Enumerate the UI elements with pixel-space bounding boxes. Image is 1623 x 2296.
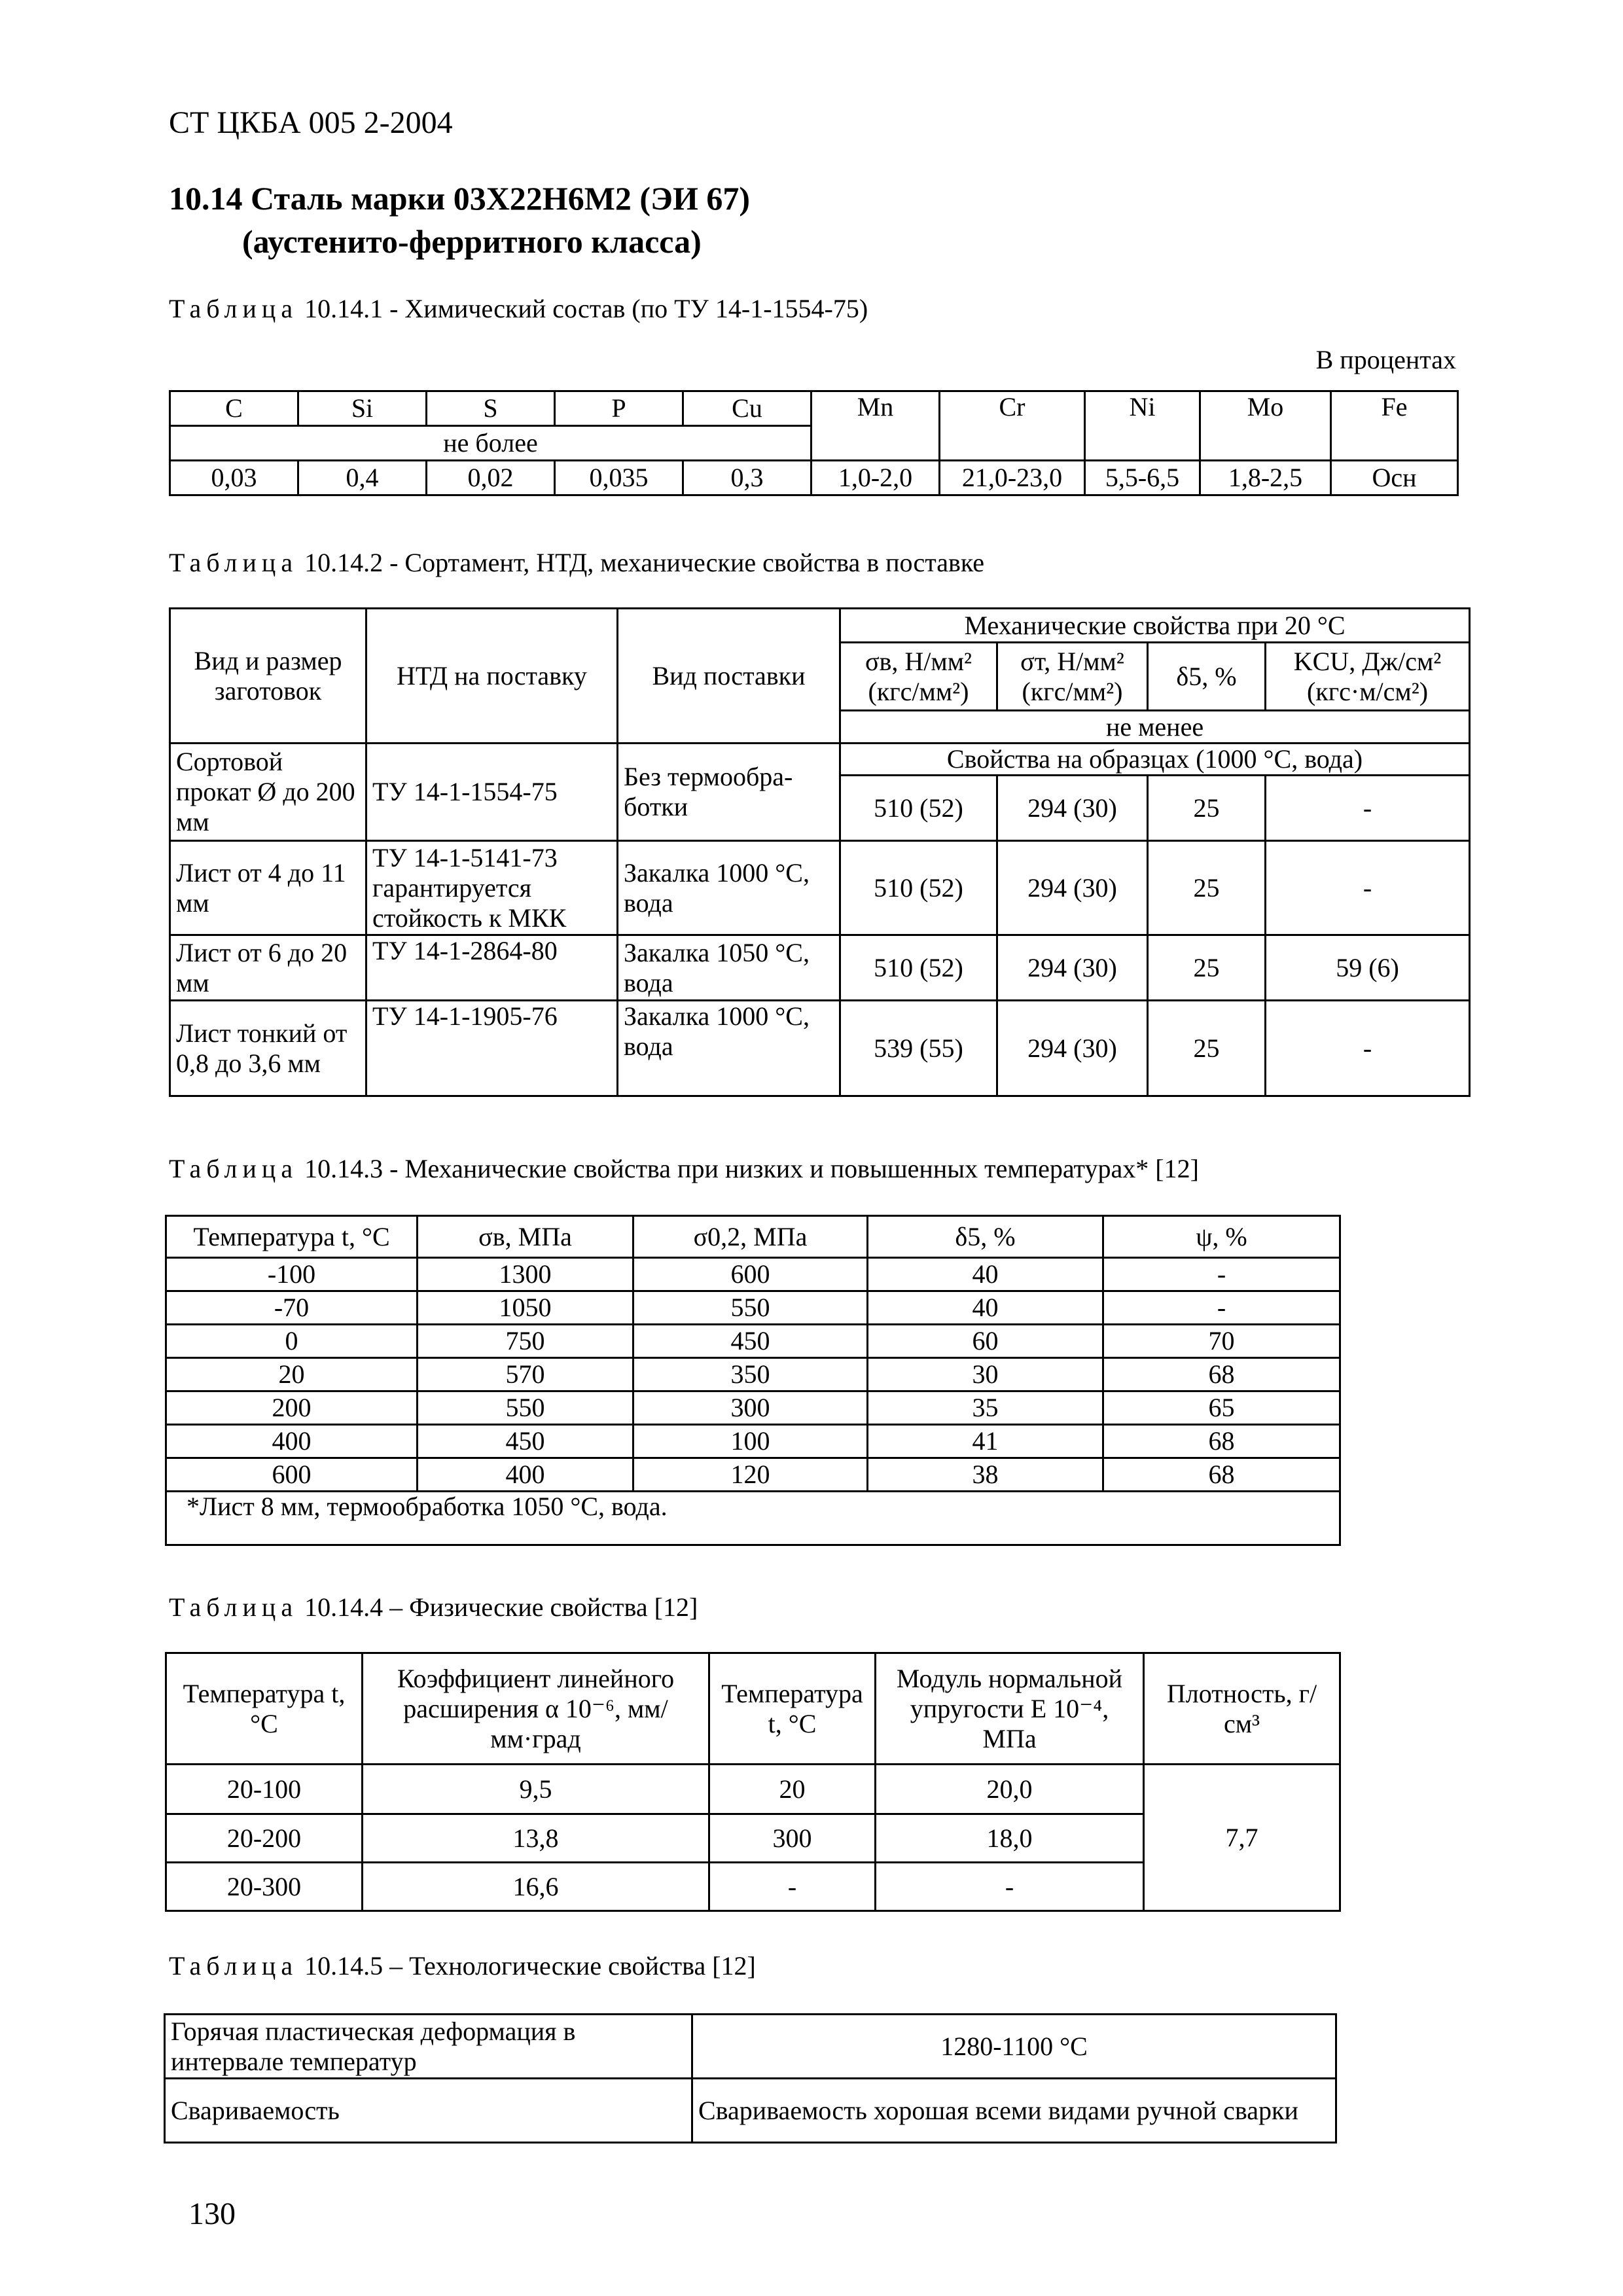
table3-caption-word: Таблица [169,1154,298,1183]
table4-header-cell: Модуль нормальной упругости Е 10⁻⁴, МПа [876,1653,1144,1765]
table3-footnote: *Лист 8 мм, термообработка 1050 °С, вода. [166,1492,1340,1545]
table3-cell: 570 [418,1358,633,1391]
table4-cell: 18,0 [876,1814,1144,1863]
table4-caption-text: 10.14.4 – Физические свойства [12] [304,1592,698,1622]
table1-subheader: не более [170,426,812,461]
table3-cell: 68 [1103,1425,1340,1458]
table1-header-cell: Cu [683,391,812,426]
table3-cell: 35 [868,1391,1103,1425]
table1-value-cell: 1,0-2,0 [812,461,940,495]
table2-header-kcu: KCU, Дж/см² (кгс·м/см²) [1266,643,1470,711]
table3-cell: 65 [1103,1391,1340,1425]
table1-value-cell: 0,03 [170,461,298,495]
table3-cell: 750 [418,1325,633,1358]
table1-header-cell: Fe [1331,391,1458,461]
table2-caption [169,547,984,578]
table4-cell: - [876,1863,1144,1911]
table1-caption-text: 10.14.1 - Химический состав (по ТУ 14-1-1554-75) [304,294,868,323]
table2-delta: 25 [1148,841,1266,935]
table2-row [170,744,1470,776]
table3-cell: 1300 [418,1258,633,1291]
table2-caption-text: 10.14.2 - Сортамент, НТД, механические свойства в поставке [304,548,985,577]
table5-row [165,2015,1336,2079]
table2-delivery: Закалка 1050 °С, вода [618,935,840,1001]
table1-header-cell: Ni [1085,391,1200,461]
table3-cell: 70 [1103,1325,1340,1358]
table3-cell: 600 [633,1258,868,1291]
table2-ntd: ТУ 14-1-5141-73 гарантируется стойкость к МКК [366,841,618,935]
table2-sigma-t: 294 (30) [997,1001,1148,1096]
table3-cell: 550 [418,1391,633,1425]
table2-kcu: 59 (6) [1266,935,1470,1001]
table3-cell: 450 [633,1325,868,1358]
table2-ntd: ТУ 14-1-1554-75 [366,744,618,841]
section-title-line2: (аустенито-ферритного класса) [242,223,702,260]
table2-kind: Лист от 6 до 20 мм [170,935,366,1001]
table1-chemical-composition [169,390,1459,496]
table2-ntd: ТУ 14-1-1905-76 [366,1001,618,1096]
table3-header-cell: σ0,2, МПа [633,1216,868,1258]
table1-header-row [170,391,1458,426]
table2-header-delivery: Вид поставки [618,609,840,744]
table2-kind: Лист от 4 до 11 мм [170,841,366,935]
table4-caption-word: Таблица [169,1592,298,1622]
table3-cell: 400 [418,1458,633,1492]
table1-caption-word: Таблица [169,294,298,323]
table2-row [170,841,1470,935]
table4-cell: 20-100 [166,1765,363,1814]
table1-caption [169,293,868,324]
table4-cell: 300 [709,1814,876,1863]
table1-header-cell: Mo [1200,391,1331,461]
table1-value-cell: 0,3 [683,461,812,495]
table2-header-sigma-t: σт, Н/мм² (кгс/мм²) [997,643,1148,711]
table3-cell: 30 [868,1358,1103,1391]
table1-values-row [170,461,1458,495]
table2-samples-note: Свойства на образцах (1000 °С, вода) [840,744,1470,776]
table5-technological-properties [164,2013,1337,2144]
table3-cell: 100 [633,1425,868,1458]
table3-row [166,1358,1340,1391]
table4-header-cell: Температура t, °С [709,1653,876,1765]
table3-header-cell: Температура t, °С [166,1216,418,1258]
table5-property: Свариваемость [165,2079,692,2143]
table3-cell: -70 [166,1291,418,1325]
table2-header-kind: Вид и размер заготовок [170,609,366,744]
table2-kind: Лист тонкий от 0,8 до 3,6 мм [170,1001,366,1096]
table3-cell: 0 [166,1325,418,1358]
table4-cell: 16,6 [363,1863,709,1911]
table3-cell: 300 [633,1391,868,1425]
section-title [169,177,750,263]
table4-header-cell: Коэффициент линейного расширения α 10⁻⁶, мм/мм·град [363,1653,709,1765]
table3-header-cell: δ5, % [868,1216,1103,1258]
table1-value-cell: 1,8-2,5 [1200,461,1331,495]
table3-cell: - [1103,1291,1340,1325]
table2-sigma-b: 510 (52) [840,841,997,935]
table2-header-sigma-b: σв, Н/мм² (кгс/мм²) [840,643,997,711]
table2-sigma-b: 510 (52) [840,935,997,1001]
table3-cell: 40 [868,1291,1103,1325]
table2-delivery: Закалка 1000 °С, вода [618,841,840,935]
table1-header-cell: Cr [940,391,1085,461]
table2-delivery: Без термообра-ботки [618,744,840,841]
table3-cell: 200 [166,1391,418,1425]
table4-cell: 20 [709,1765,876,1814]
table5-value: Свариваемость хорошая всеми видами ручной сварки [692,2079,1336,2143]
table1-value-cell: Осн [1331,461,1458,495]
table2-delta: 25 [1148,776,1266,841]
document-header: СТ ЦКБА 005 2-2004 [169,105,453,140]
table1-value-cell: 5,5-6,5 [1085,461,1200,495]
table2-row [170,935,1470,1001]
table2-kcu: - [1266,776,1470,841]
section-title-line1: 10.14 Сталь марки 03Х22Н6М2 (ЭИ 67) [169,180,750,217]
table1-header-cell: Si [298,391,427,426]
table4-cell: 9,5 [363,1765,709,1814]
table1-header-cell: C [170,391,298,426]
table2-delta: 25 [1148,1001,1266,1096]
table5-caption [169,1950,756,1981]
table3-row [166,1258,1340,1291]
table5-value: 1280-1100 °С [692,2015,1336,2079]
table2-caption-word: Таблица [169,548,298,577]
table2-kind: Сортовой прокат Ø до 200 мм [170,744,366,841]
table4-cell: 20-200 [166,1814,363,1863]
table3-cell: 41 [868,1425,1103,1458]
table1-value-cell: 0,4 [298,461,427,495]
table3-cell: 400 [166,1425,418,1458]
table4-caption [169,1592,698,1623]
table3-row [166,1291,1340,1325]
table2-header-ntd: НТД на поставку [366,609,618,744]
table2-row [170,1001,1470,1096]
table2-delta: 25 [1148,935,1266,1001]
table3-cell: 60 [868,1325,1103,1358]
table2-sigma-b: 539 (55) [840,1001,997,1096]
table3-cell: 600 [166,1458,418,1492]
table1-header-cell: P [555,391,683,426]
table3-row [166,1391,1340,1425]
table3-cell: 38 [868,1458,1103,1492]
table5-row [165,2079,1336,2143]
table2-delivery: Закалка 1000 °С, вода [618,1001,840,1096]
table3-cell: 550 [633,1291,868,1325]
table1-value-cell: 21,0-23,0 [940,461,1085,495]
table3-cell: 40 [868,1258,1103,1291]
table3-cell: -100 [166,1258,418,1291]
table3-temperature-properties [165,1215,1341,1546]
table2-header-row [170,609,1470,643]
table2-header-min: не менее [840,711,1470,744]
table2-header-mech: Механические свойства при 20 °С [840,609,1470,643]
table3-row [166,1425,1340,1458]
table3-row [166,1458,1340,1492]
table4-density: 7,7 [1144,1765,1340,1911]
page-number: 130 [188,2197,236,2231]
table3-header-cell: σв, МПа [418,1216,633,1258]
table4-cell: 20-300 [166,1863,363,1911]
table2-assortment [169,607,1471,1097]
table4-row [166,1765,1340,1814]
table1-header-cell: Mn [812,391,940,461]
table3-row [166,1325,1340,1358]
table1-value-cell: 0,035 [555,461,683,495]
table3-cell: 450 [418,1425,633,1458]
table2-ntd: ТУ 14-1-2864-80 [366,935,618,1001]
table3-cell: 350 [633,1358,868,1391]
table3-caption-text: 10.14.3 - Механические свойства при низких и повышенных температурах* [12] [304,1154,1199,1183]
table4-physical-properties [165,1652,1341,1912]
table2-sigma-t: 294 (30) [997,935,1148,1001]
table4-header-row [166,1653,1340,1765]
table3-cell: 20 [166,1358,418,1391]
table2-sigma-t: 294 (30) [997,841,1148,935]
table3-cell: 120 [633,1458,868,1492]
table3-cell: 68 [1103,1358,1340,1391]
table3-footnote-row [166,1492,1340,1545]
table4-cell: 13,8 [363,1814,709,1863]
table1-header-cell: S [427,391,555,426]
table2-kcu: - [1266,1001,1470,1096]
table4-cell: - [709,1863,876,1911]
table1-unit: В процентах [1315,345,1456,374]
table3-cell: - [1103,1258,1340,1291]
table4-header-cell: Плотность, г/см³ [1144,1653,1340,1765]
table3-caption [169,1153,1199,1184]
table1-value-cell: 0,02 [427,461,555,495]
table2-header-delta: δ5, % [1148,643,1266,711]
table4-header-cell: Температура t, °С [166,1653,363,1765]
table3-cell: 1050 [418,1291,633,1325]
table3-cell: 68 [1103,1458,1340,1492]
table5-property: Горячая пластическая деформация в интервале температур [165,2015,692,2079]
table2-sigma-b: 510 (52) [840,776,997,841]
table2-sigma-t: 294 (30) [997,776,1148,841]
table3-header-row [166,1216,1340,1258]
table4-cell: 20,0 [876,1765,1144,1814]
table5-caption-text: 10.14.5 – Технологические свойства [12] [304,1951,756,1981]
table5-caption-word: Таблица [169,1951,298,1981]
table3-header-cell: ψ, % [1103,1216,1340,1258]
table2-kcu: - [1266,841,1470,935]
